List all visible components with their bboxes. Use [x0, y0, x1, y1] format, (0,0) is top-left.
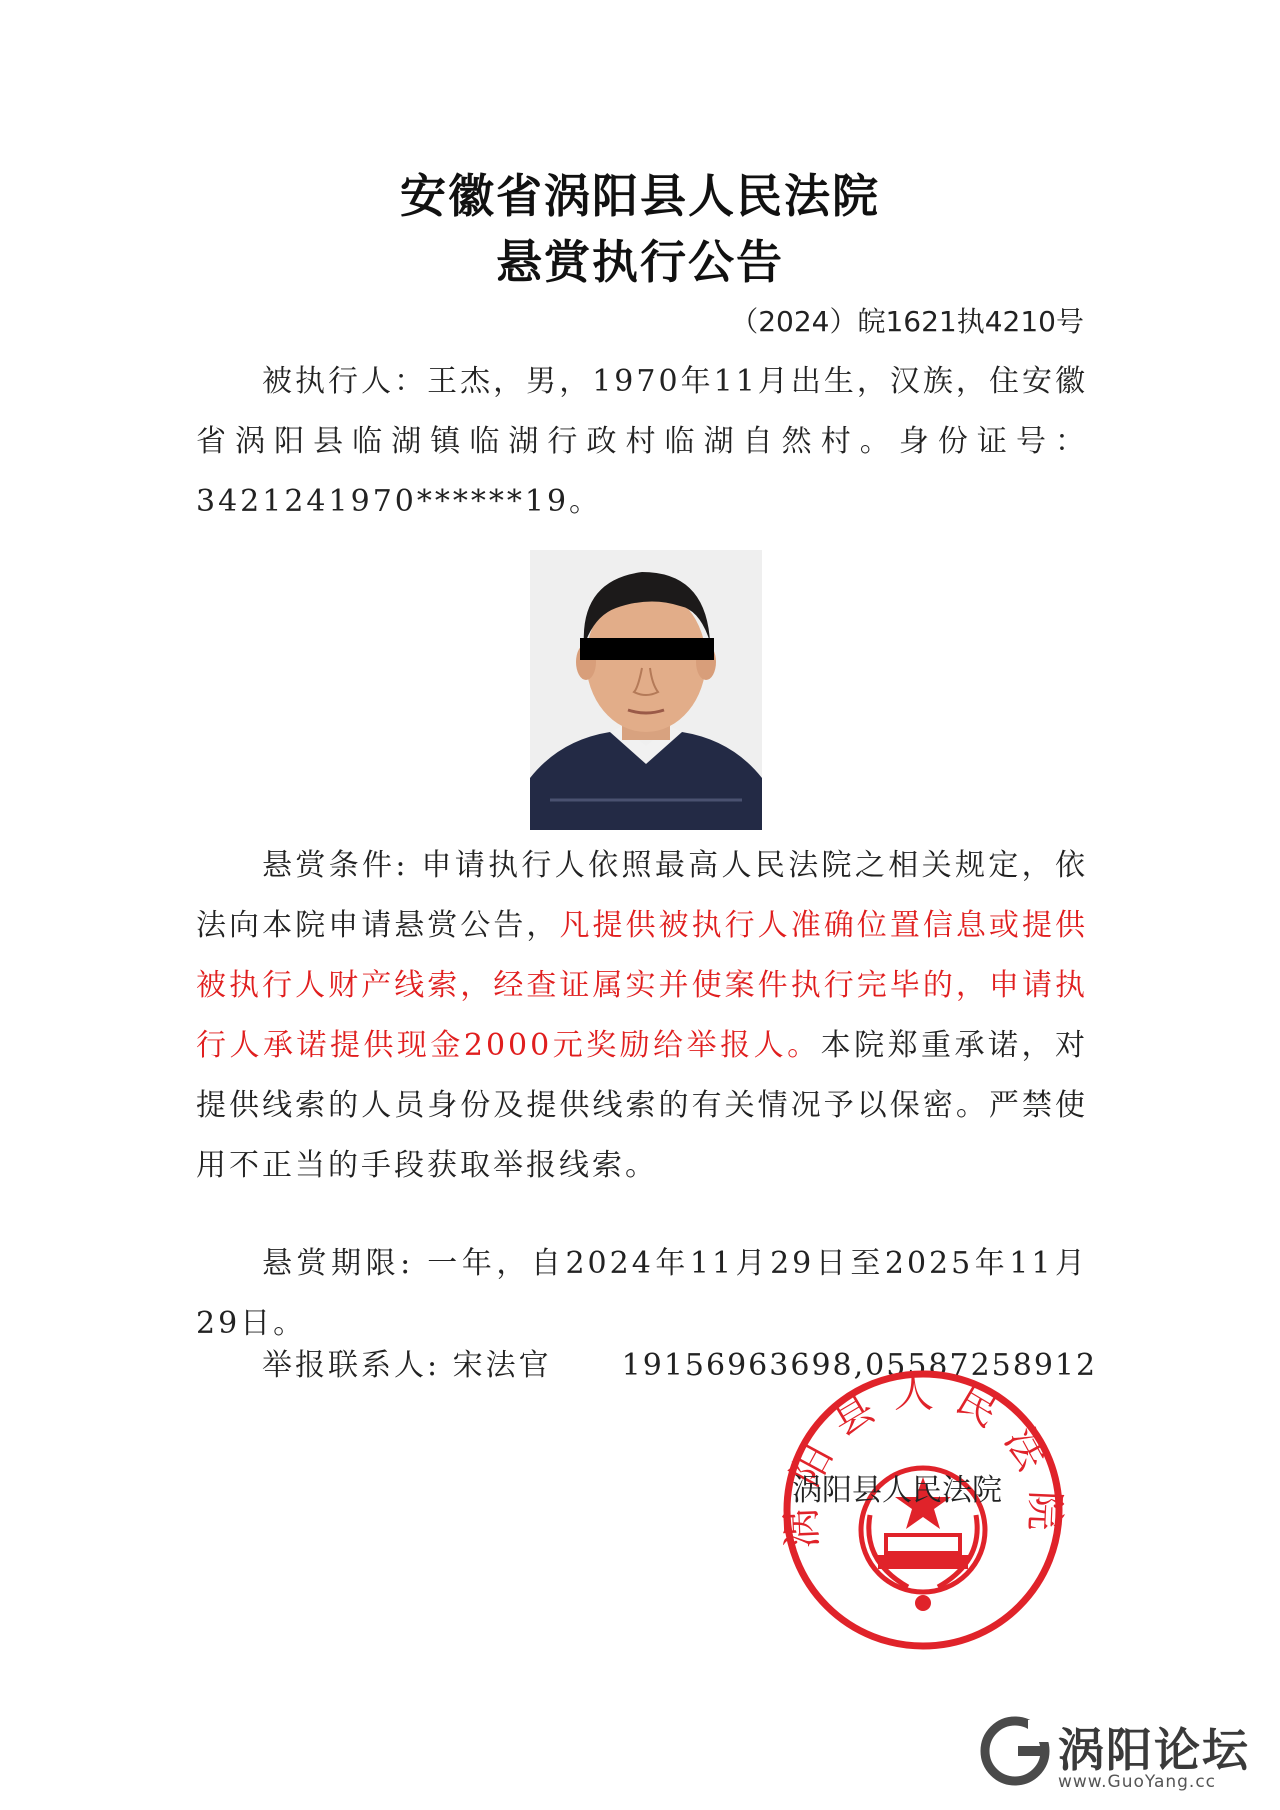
contact-label: 举报联系人: 宋法官 [262, 1348, 552, 1383]
svg-text:涡阳县人民法院 [778, 1371, 1068, 1550]
reward-text-highlight: 凡提供被执行人准确位置信息或提供被执行人财产线索，经查证属实并使案件执行完毕的，申请执行人承诺提供现金2000元奖励给举报人。 [196, 908, 1089, 1063]
subject-paragraph: 被执行人：王杰，男，1970年11月出生，汉族，住安徽省涡阳县临湖镇临湖行政村临湖自然村。身份证号：3421241970******19。 [196, 364, 1088, 519]
portrait-illustration [530, 550, 762, 830]
reward-text-before: 悬赏条件: 申请执行人依照最高人民法院之相关规定，依法向本院申请悬赏公告， [196, 848, 1088, 943]
seal-ring-text: 涡阳县人民法院 [778, 1370, 1068, 1550]
guoyang-logo-icon [980, 1716, 1050, 1786]
site-watermark [980, 1714, 1260, 1798]
contact-phones: 19156963698,05587258912 [621, 1348, 1098, 1383]
period-paragraph: 悬赏期限: 一年，自2024年11月29日至2025年11月29日。 [196, 1246, 1088, 1341]
court-seal [778, 1365, 1068, 1655]
reward-text-after: 本院郑重承诺，对提供线索的人员身份及提供线索的有关情况予以保密。严禁使用不正当的手段获取举报线索。 [196, 1028, 1088, 1183]
notice-title: 悬赏执行公告 [496, 235, 784, 289]
reward-paragraph [196, 836, 1088, 1196]
watermark-site-name: 涡阳论坛 [1058, 1723, 1250, 1777]
case-number: （2024）皖1621执4210号 [730, 305, 1084, 338]
seal-court-name: 涡阳县人民法院 [792, 1473, 1002, 1508]
court-title: 安徽省涡阳县人民法院 [400, 169, 880, 223]
watermark-url: www.GuoYang.cc [1058, 1772, 1217, 1792]
subject-photo [530, 550, 762, 830]
